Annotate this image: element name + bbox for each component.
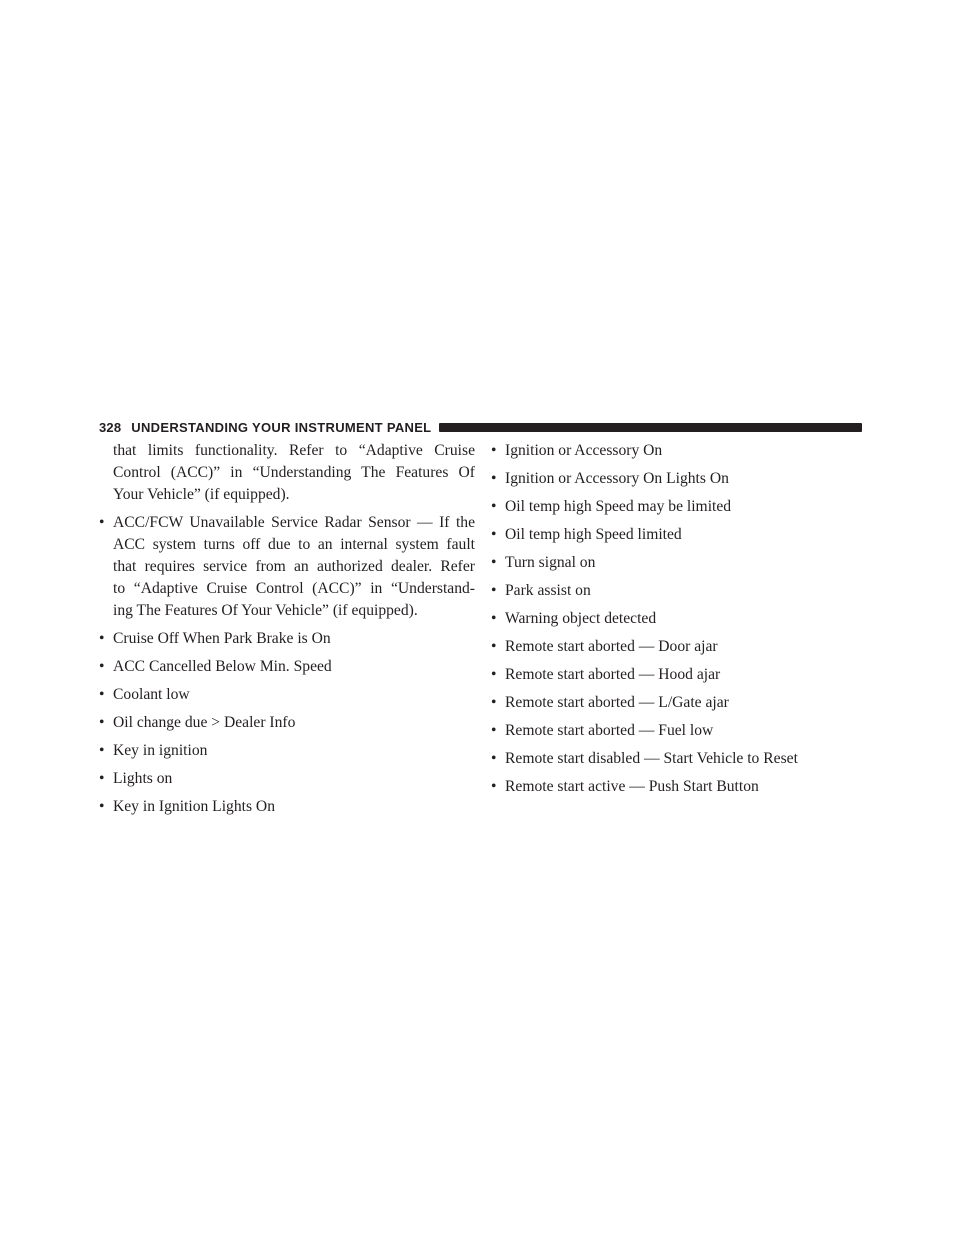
list-item-line: to “Adaptive Cruise Control (ACC)” in “Understand- bbox=[113, 580, 475, 597]
bullet-icon: • bbox=[491, 666, 497, 683]
list-item-line: Warning object detected bbox=[505, 610, 657, 627]
left-column bbox=[99, 440, 475, 824]
list-item bbox=[491, 496, 871, 518]
header-rule bbox=[439, 423, 862, 432]
list-item-line: Ignition or Accessory On bbox=[505, 442, 663, 459]
bullet-icon: • bbox=[491, 526, 497, 543]
bullet-icon: • bbox=[491, 470, 497, 487]
list-item-line: Lights on bbox=[113, 770, 173, 787]
list-item bbox=[491, 664, 871, 686]
list-item bbox=[99, 684, 475, 706]
list-item-line: Turn signal on bbox=[505, 554, 596, 571]
list-item bbox=[99, 656, 475, 678]
list-item-line: that requires service from an authorized dealer. Refer bbox=[113, 558, 475, 575]
list-item-line: Remote start active — Push Start Button bbox=[505, 778, 759, 795]
list-item-line: Ignition or Accessory On Lights On bbox=[505, 470, 729, 487]
page-header bbox=[99, 418, 862, 436]
section-title: UNDERSTANDING YOUR INSTRUMENT PANEL bbox=[131, 419, 432, 435]
list-item bbox=[99, 740, 475, 762]
list-item-line: ACC/FCW Unavailable Service Radar Sensor — If the bbox=[113, 514, 475, 531]
list-item-line: Remote start aborted — L/Gate ajar bbox=[505, 694, 729, 711]
list-item bbox=[491, 468, 871, 490]
bullet-icon: • bbox=[99, 770, 105, 787]
list-item-line: Remote start aborted — Fuel low bbox=[505, 722, 714, 739]
list-item-line: Remote start aborted — Hood ajar bbox=[505, 666, 721, 683]
bullet-icon: • bbox=[99, 686, 105, 703]
bullet-icon: • bbox=[99, 714, 105, 731]
list-item bbox=[491, 608, 871, 630]
list-item bbox=[99, 712, 475, 734]
bullet-icon: • bbox=[491, 750, 497, 767]
continuation-paragraph bbox=[113, 440, 475, 506]
list-item-line: Oil change due > Dealer Info bbox=[113, 714, 296, 731]
list-item bbox=[491, 440, 871, 462]
list-item bbox=[99, 628, 475, 650]
bullet-icon: • bbox=[491, 610, 497, 627]
list-item bbox=[99, 768, 475, 790]
bullet-icon: • bbox=[491, 498, 497, 515]
bullet-icon: • bbox=[491, 722, 497, 739]
bullet-icon: • bbox=[99, 742, 105, 759]
list-item bbox=[491, 580, 871, 602]
list-item bbox=[99, 512, 475, 622]
bullet-icon: • bbox=[491, 582, 497, 599]
bullet-icon: • bbox=[99, 798, 105, 815]
list-item-line: Key in ignition bbox=[113, 742, 208, 759]
list-item bbox=[491, 748, 871, 770]
list-item bbox=[491, 524, 871, 546]
list-item bbox=[491, 776, 871, 798]
bullet-icon: • bbox=[491, 442, 497, 459]
list-item bbox=[491, 720, 871, 742]
list-item bbox=[491, 636, 871, 658]
list-item-line: Park assist on bbox=[505, 582, 591, 599]
bullet-icon: • bbox=[99, 630, 105, 647]
list-item-line: Oil temp high Speed limited bbox=[505, 526, 682, 543]
bullet-icon: • bbox=[99, 514, 105, 531]
list-item-line: Coolant low bbox=[113, 686, 190, 703]
list-item bbox=[491, 552, 871, 574]
list-item-line: Cruise Off When Park Brake is On bbox=[113, 630, 331, 647]
list-item-line: Remote start disabled — Start Vehicle to Reset bbox=[505, 750, 798, 767]
bullet-icon: • bbox=[491, 554, 497, 571]
bullet-icon: • bbox=[491, 638, 497, 655]
list-item-line: ACC Cancelled Below Min. Speed bbox=[113, 658, 332, 675]
bullet-icon: • bbox=[491, 778, 497, 795]
list-item-line: Remote start aborted — Door ajar bbox=[505, 638, 718, 655]
right-column bbox=[491, 440, 871, 804]
list-item-line: Key in Ignition Lights On bbox=[113, 798, 275, 815]
page-number: 328 bbox=[99, 419, 122, 435]
continuation-line: Your Vehicle” (if equipped). bbox=[113, 486, 290, 503]
bullet-icon: • bbox=[99, 658, 105, 675]
continuation-line: Control (ACC)” in “Understanding The Features Of bbox=[113, 464, 475, 481]
bullet-icon: • bbox=[491, 694, 497, 711]
list-item-line: ing The Features Of Your Vehicle” (if equipped). bbox=[113, 602, 418, 619]
list-item-line: ACC system turns off due to an internal system fault bbox=[113, 536, 475, 553]
list-item bbox=[491, 692, 871, 714]
list-item bbox=[99, 796, 475, 818]
list-item-line: Oil temp high Speed may be limited bbox=[505, 498, 732, 515]
continuation-line: that limits functionality. Refer to “Adaptive Cruise bbox=[113, 442, 475, 459]
